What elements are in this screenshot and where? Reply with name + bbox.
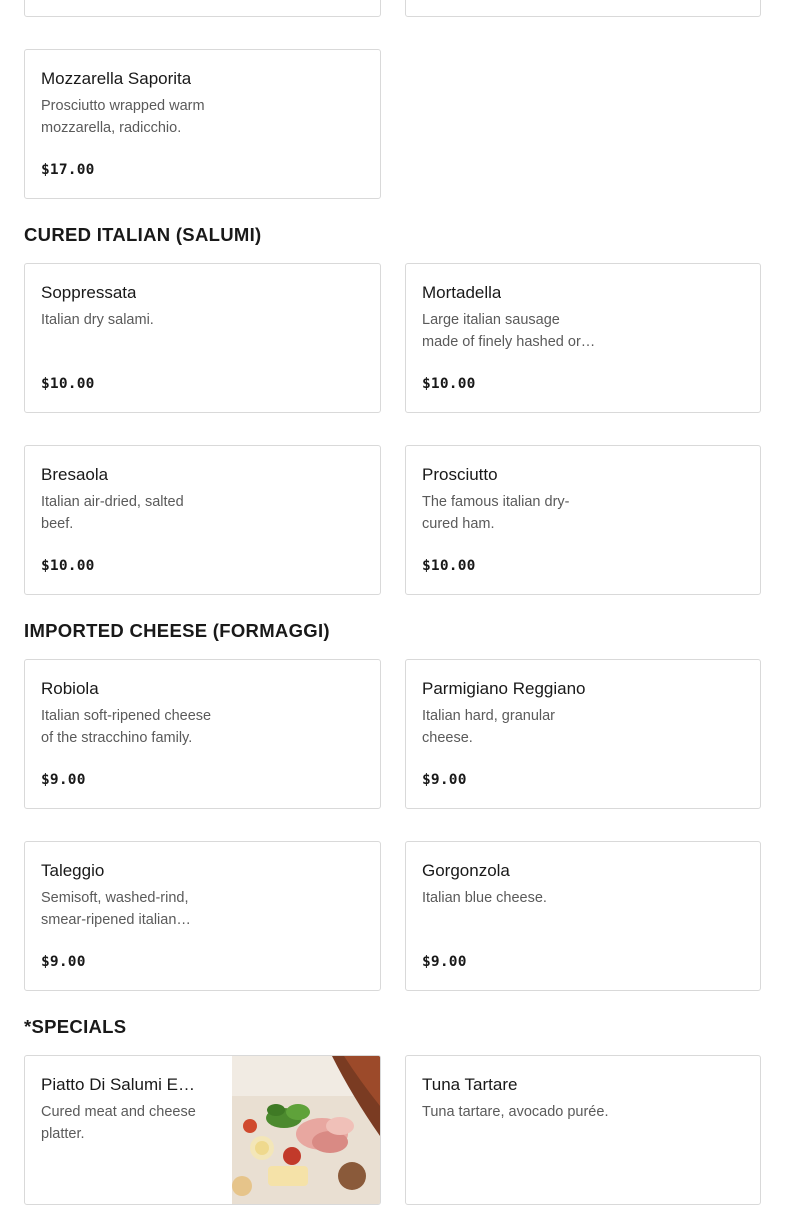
menu-item-card[interactable] — [405, 445, 761, 595]
menu-item-name: Piatto Di Salumi E… — [41, 1075, 195, 1094]
section-title: IMPORTED CHEESE (FORMAGGI) — [24, 620, 330, 641]
menu-item-name: Soppressata — [41, 283, 137, 302]
menu-item-price: $9.00 — [41, 954, 86, 970]
menu-item-description: Tuna tartare, avocado purée. — [422, 1104, 609, 1120]
menu-item-card[interactable] — [405, 841, 761, 991]
menu-item-card[interactable] — [24, 841, 381, 991]
menu-item-description: Semisoft, washed-rind, smear-ripened italian… — [41, 890, 191, 928]
menu-item-name: Robiola — [41, 679, 99, 698]
menu-item-price: $10.00 — [41, 558, 95, 574]
menu-item-price: $10.00 — [422, 558, 476, 574]
menu-item-name: Mortadella — [422, 283, 502, 302]
menu-item-card[interactable] — [405, 659, 761, 809]
menu-item-price: $17.00 — [41, 162, 95, 178]
menu-item-name: Gorgonzola — [422, 861, 510, 880]
menu-item-description: Italian dry salami. — [41, 312, 154, 328]
menu-item-description: Italian blue cheese. — [422, 890, 547, 906]
menu-item-description: Italian hard, granular cheese. — [422, 708, 555, 746]
section-title: *SPECIALS — [24, 1016, 127, 1037]
menu-item-price: $9.00 — [41, 772, 86, 788]
menu-item-name: Prosciutto — [422, 465, 498, 484]
menu-item-card[interactable] — [24, 445, 381, 595]
section-title: CURED ITALIAN (SALUMI) — [24, 224, 262, 245]
menu-item-card[interactable] — [24, 49, 381, 199]
menu-item-card-partial[interactable] — [24, 0, 381, 17]
menu-item-card[interactable] — [405, 1055, 761, 1205]
menu-item-price: $10.00 — [41, 376, 95, 392]
menu-item-card[interactable] — [24, 659, 381, 809]
menu-item-description: Italian soft-ripened cheese of the stracchino family. — [41, 708, 212, 746]
menu-item-name: Taleggio — [41, 861, 105, 880]
menu-item-name: Bresaola — [41, 465, 109, 484]
menu-item-card-partial[interactable] — [405, 0, 761, 17]
menu-item-description: Large italian sausage made of finely hashed or… — [422, 312, 596, 350]
charcuterie-platter-photo — [232, 1056, 380, 1204]
menu-item-card[interactable] — [405, 263, 761, 413]
menu-item-card[interactable] — [24, 1055, 381, 1205]
menu-item-name: Parmigiano Reggiano — [422, 679, 586, 698]
menu-item-price: $9.00 — [422, 954, 467, 970]
menu-item-description: Cured meat and cheese platter. — [41, 1104, 196, 1142]
menu-item-price: $9.00 — [422, 772, 467, 788]
menu-item-description: Prosciutto wrapped warm mozzarella, radicchio. — [41, 98, 205, 136]
menu-item-price: $10.00 — [422, 376, 476, 392]
menu-item-description: The famous italian dry-cured ham. — [422, 494, 570, 532]
menu-item-name: Tuna Tartare — [422, 1075, 518, 1094]
menu-item-card[interactable] — [24, 263, 381, 413]
menu-item-name: Mozzarella Saporita — [41, 69, 192, 88]
menu-item-description: Italian air-dried, salted beef. — [41, 494, 184, 532]
